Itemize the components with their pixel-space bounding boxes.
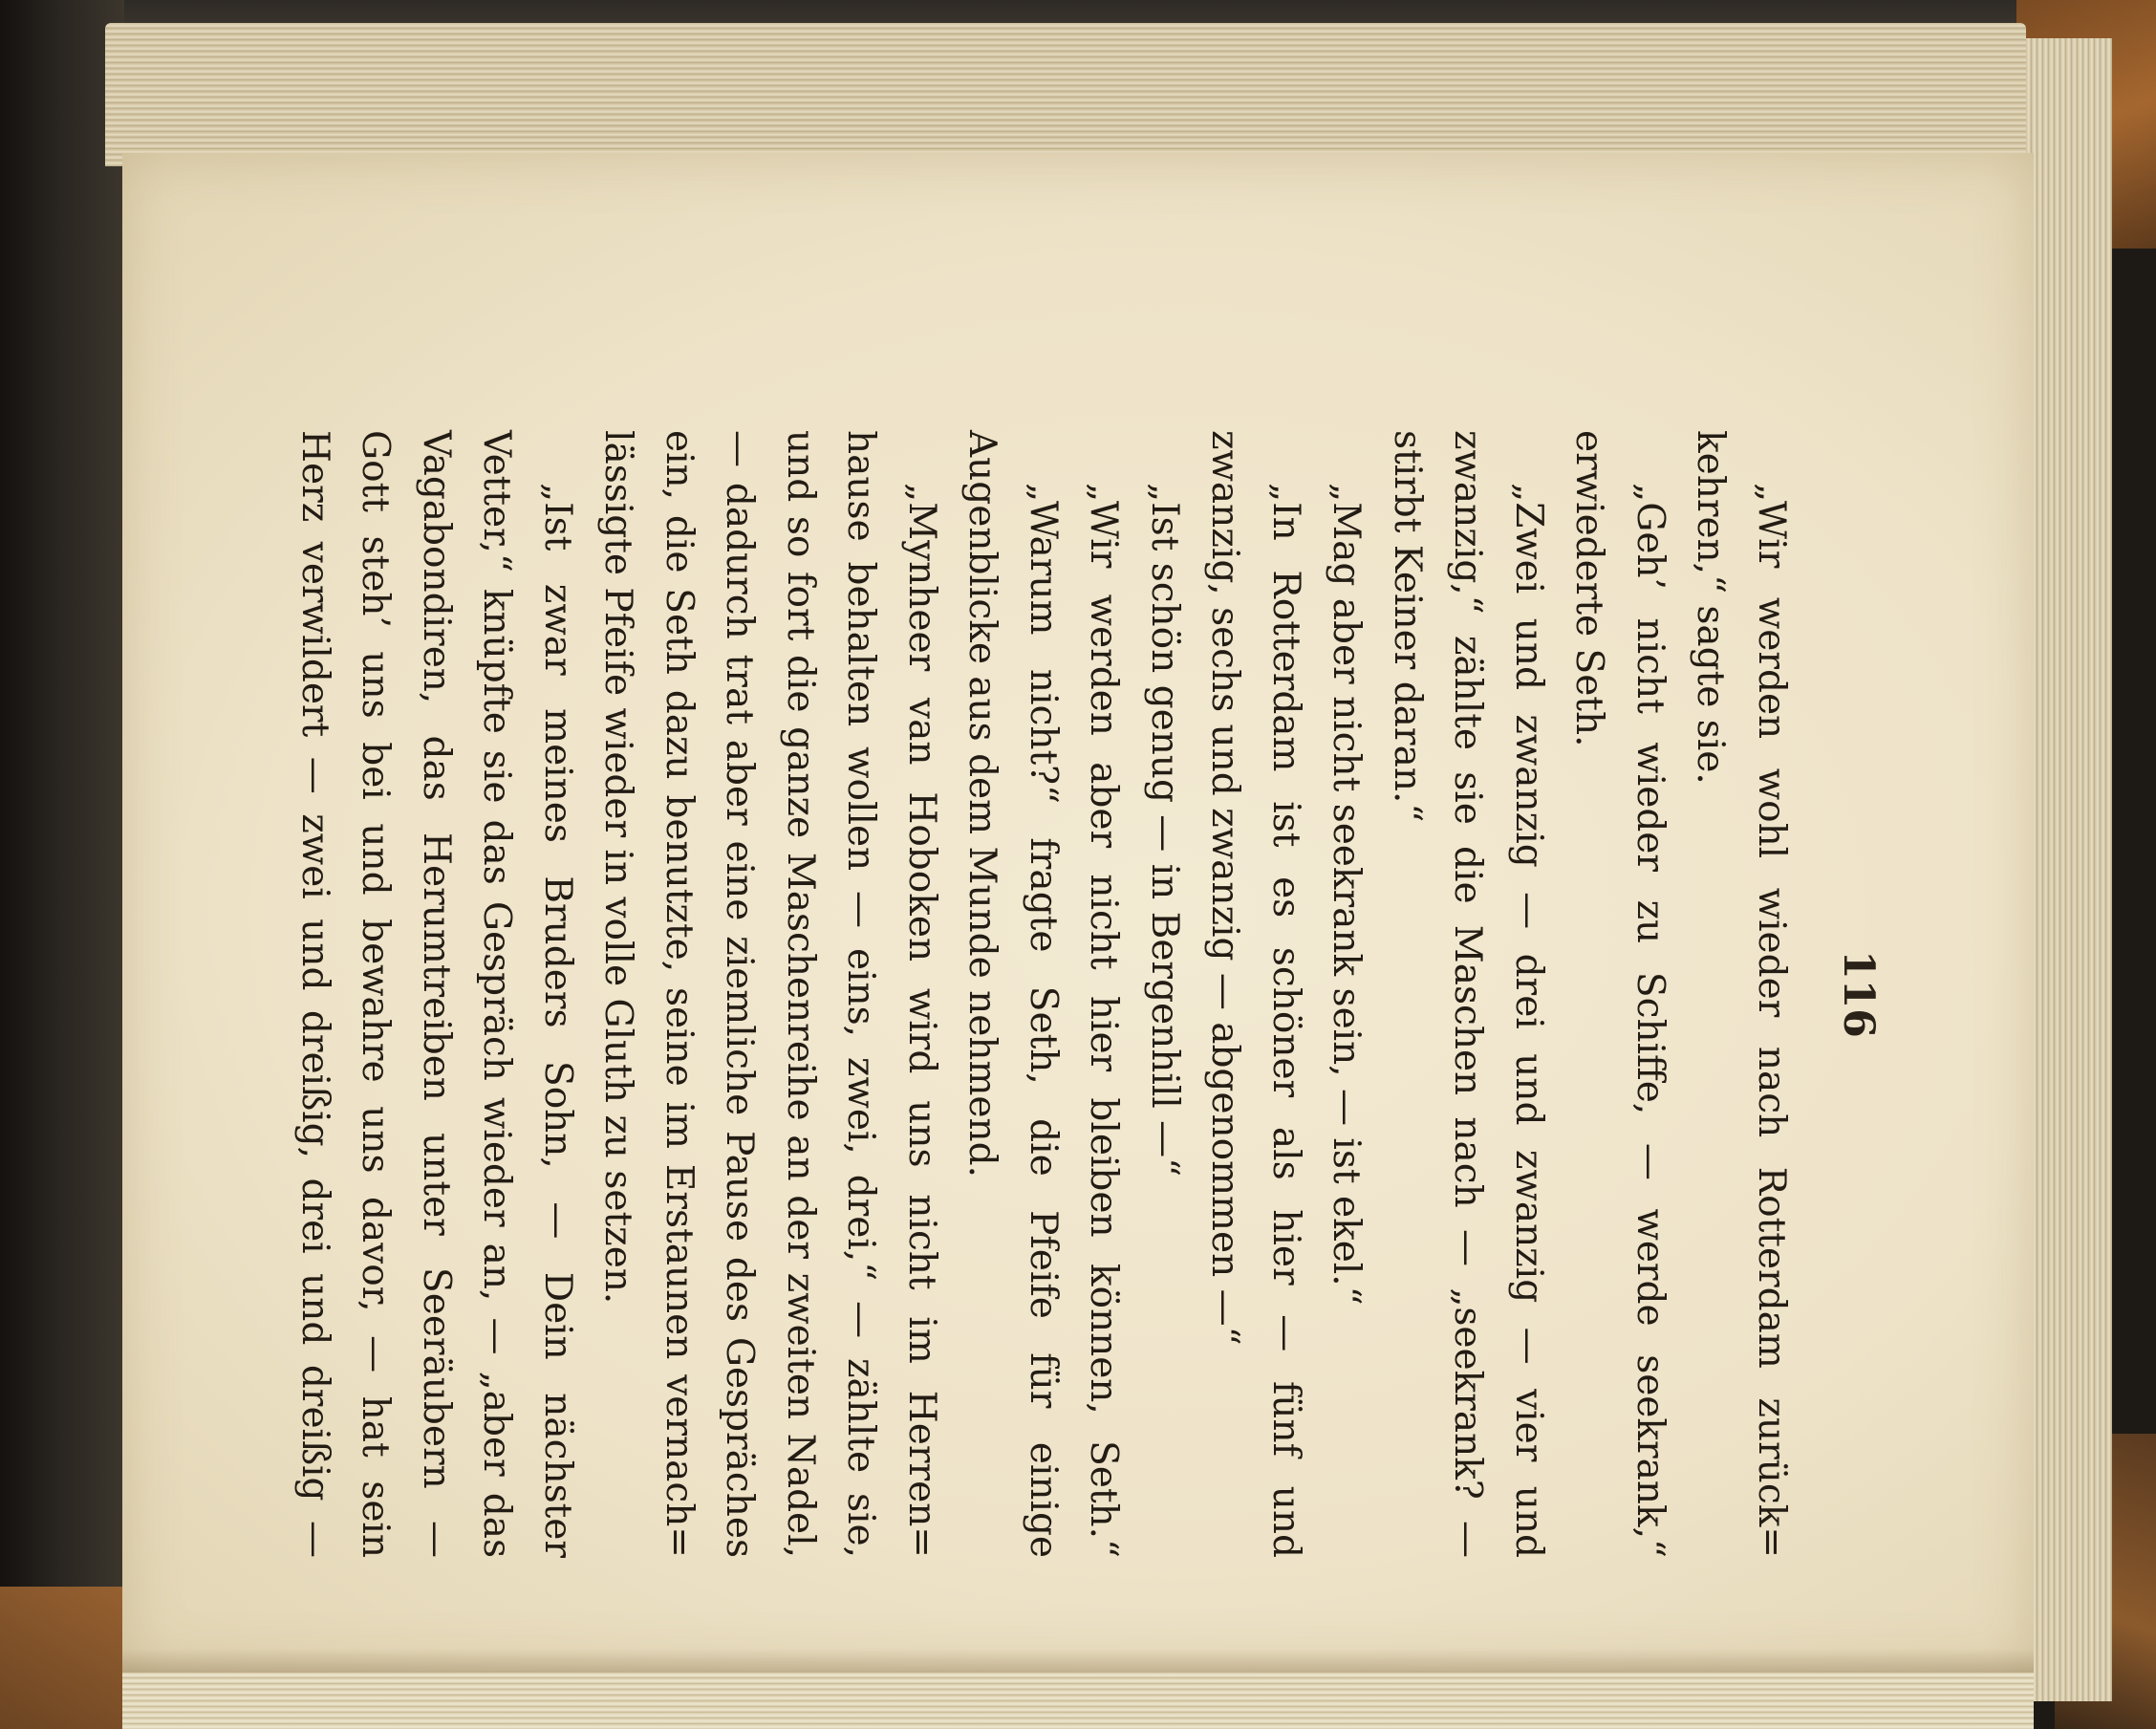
page-number: 116 <box>1834 950 1883 1038</box>
text-line: „Mynheer van Hoboken wird uns nicht im Herren= <box>900 483 943 1558</box>
book-spine <box>0 0 124 1729</box>
text-line: Vagabondiren, das Herumtreiben unter Seeräubern — <box>415 430 458 1558</box>
text-line: „Wir werden aber nicht hier bleiben können, Seth.“ <box>1082 483 1126 1558</box>
text-line: „Mag aber nicht seekrank sein, — ist ekel.“ <box>1325 483 1369 1306</box>
text-line: erwiederte Seth. <box>1567 430 1611 747</box>
text-line: Augenblicke aus dem Munde nehmend. <box>960 430 1004 1178</box>
text-line: „Warum nicht?“ fragte Seth, die Pfeife für einige <box>1022 483 1065 1558</box>
text-line: „Geh’ nicht wieder zu Schiffe, — werde seekrank,“ <box>1628 483 1671 1558</box>
text-line: „Wir werden wohl wieder nach Rotterdam zurück= <box>1750 483 1793 1558</box>
page-edges-right <box>2026 38 2112 1701</box>
text-line: „In Rotterdam ist es schöner als hier — fünf und <box>1264 483 1307 1558</box>
rotated-text-area <box>293 430 1883 1558</box>
text-line: „Ist schön genug — in Bergenhill —“ <box>1143 483 1186 1178</box>
text-line: kehren,“ sagte sie. <box>1689 430 1733 785</box>
text-line: ein, die Seth dazu benutzte, seine im Erstaunen vernach= <box>658 430 701 1558</box>
page-edges-top <box>105 23 2026 166</box>
text-line: „Zwei und zwanzig — drei und zwanzig — vier und <box>1507 483 1550 1558</box>
text-line: — dadurch trat aber eine ziemliche Pause des Gespräches <box>718 430 762 1558</box>
text-line: und so fort die ganze Maschenreihe an der zweiten Nadel, <box>779 430 822 1558</box>
text-line: „Ist zwar meines Bruders Sohn, — Dein nächster <box>536 483 579 1558</box>
text-line: zwanzig, sechs und zwanzig — abgenommen —“ <box>1203 430 1247 1346</box>
body-text <box>285 430 1802 1558</box>
text-line: lässigte Pfeife wieder in volle Gluth zu setzen. <box>596 430 640 1305</box>
text-line: Vetter,“ knüpfte sie das Gespräch wieder an, — „aber das <box>475 430 519 1558</box>
text-line: Herz verwildert — zwei und dreißig, drei und dreißig — <box>293 430 336 1558</box>
text-line: Gott steh’ uns bei und bewahre uns davor, — hat sein <box>354 430 398 1558</box>
text-line: stirbt Keiner daran.“ <box>1386 430 1429 823</box>
text-line: hause behalten wollen — eins, zwei, drei,“ — zählte sie, <box>839 430 883 1558</box>
text-line: zwanzig,“ zählte sie die Maschen nach — „seekrank? — <box>1446 430 1490 1558</box>
facing-page-edge <box>122 1673 2034 1729</box>
